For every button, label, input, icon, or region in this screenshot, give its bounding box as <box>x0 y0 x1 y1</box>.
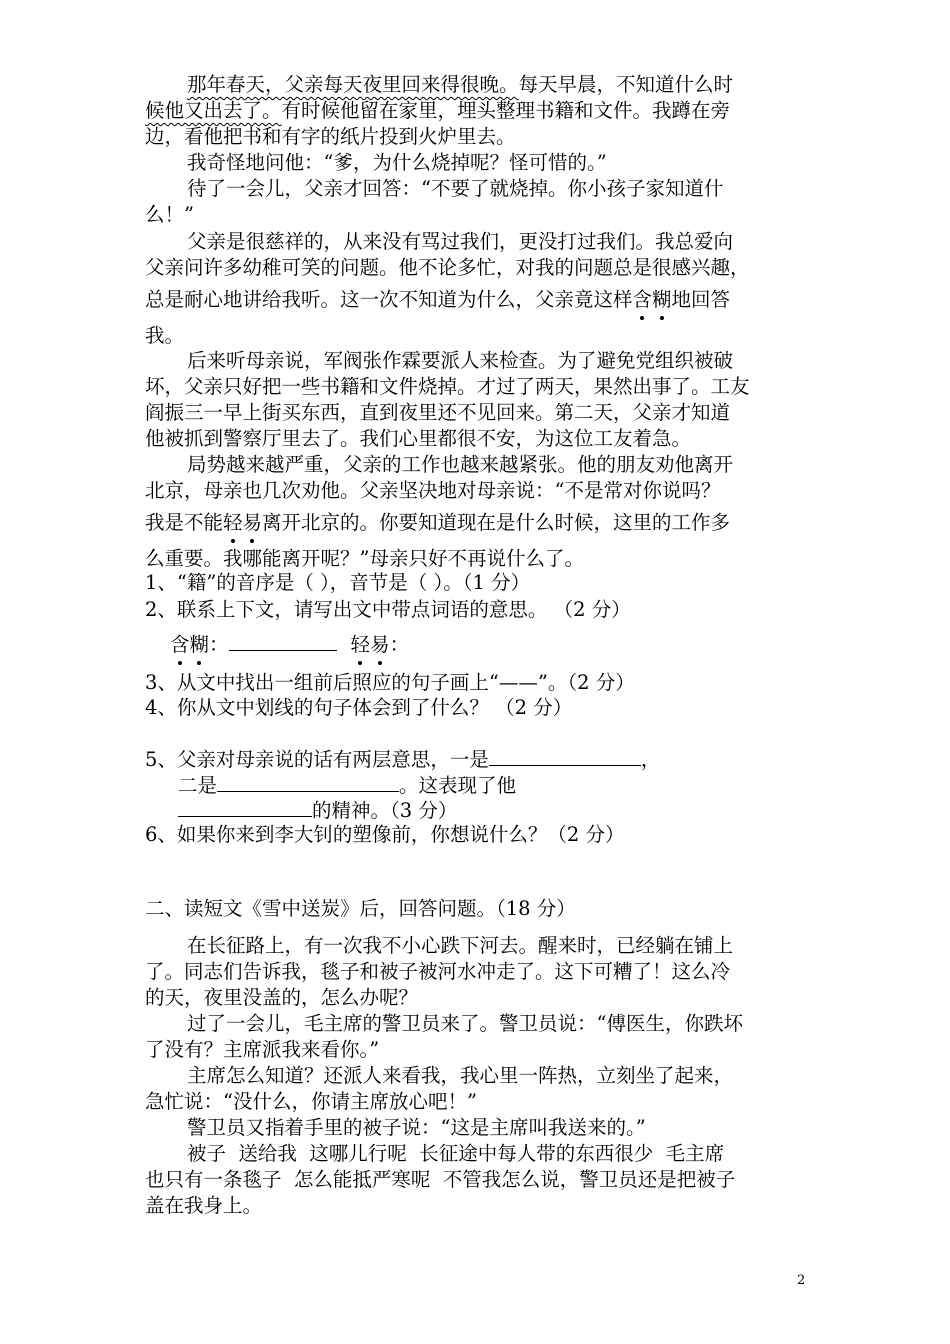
passage-line: 他被抓到警察厅里去了。我们心里都很不安，为这位工友着急。 <box>145 427 692 450</box>
dotted-char: 易 <box>370 633 390 656</box>
question-2-answers: 含糊： 轻易： <box>170 630 409 658</box>
passage-line: 那年春天，父亲每天夜里回来得很晚。每天早晨，不知道什么时 <box>187 73 734 96</box>
question-3: 3、从文中找出一组前后照应的句子画上“——”。（2 分） <box>145 671 635 694</box>
passage-line: 也只有一条毯子 怎么能抵严寒呢 不管我怎么说，警卫员还是把被子 <box>145 1168 736 1191</box>
passage-line: 阎振三一早上街买东西，直到夜里还不见回来。第二天，父亲才知道 <box>145 401 731 424</box>
passage-line: 我是不能轻易离开北京的。你要知道现在是什么时候，这里的工作多 <box>145 511 731 534</box>
passage-line: 边，看他把书和有字的纸片投到火炉里去。 <box>145 125 516 148</box>
passage-line: 我。 <box>145 324 185 347</box>
question-6: 6、如果你来到李大钊的塑像前，你想说什么？（2 分） <box>145 823 625 846</box>
dotted-char: 轻 <box>223 511 243 534</box>
passage-line: 么！” <box>145 203 194 226</box>
passage-line: 北京，母亲也几次劝他。父亲坚决地对母亲说：“不是常对你说吗？ <box>145 479 721 502</box>
passage-line: 了没有？主席派我来看你。” <box>145 1038 380 1061</box>
answer-blank[interactable] <box>178 796 312 817</box>
dotted-char: 轻 <box>350 633 371 656</box>
passage-line: 我奇怪地问他：“爹，为什么烧掉呢？怪可惜的。” <box>187 151 607 174</box>
passage-line: 在长征路上，有一次我不小心跌下河去。醒来时，已经躺在铺上 <box>187 934 734 957</box>
dotted-char: 含 <box>170 633 190 656</box>
answer-blank[interactable] <box>489 745 641 766</box>
dotted-char: 糊 <box>652 288 672 311</box>
answer-blank[interactable] <box>217 771 399 792</box>
passage-line: 父亲问许多幼稚可笑的问题。他不论多忙，对我的问题总是很感兴趣， <box>145 256 750 279</box>
question-5-line2: 二是 。这表现了他 <box>178 771 516 799</box>
passage-line: 后来听母亲说，军阀张作霖要派人来检查。为了避免党组织被破 <box>187 349 734 372</box>
page-number: 2 <box>797 1273 806 1288</box>
passage-line: 局势越来越严重，父亲的工作也越来越紧张。他的朋友劝他离开 <box>187 453 734 476</box>
dotted-char: 含 <box>632 288 653 311</box>
passage-line: 盖在我身上。 <box>145 1194 263 1217</box>
question-5-line3: 的精神。（3 分） <box>178 796 457 824</box>
passage-line: 待了一会儿，父亲才回答：“不要了就烧掉。你小孩子家知道什 <box>187 177 724 200</box>
dotted-char: 易 <box>242 511 263 534</box>
passage-line: 急忙说：“没什么，你请主席放心吧！” <box>145 1090 477 1113</box>
passage-line: 主席怎么知道？还派人来看我，我心里一阵热，立刻坐了起来， <box>187 1064 734 1087</box>
passage-line: 过了一会儿，毛主席的警卫员来了。警卫员说：“傅医生，你跌坏 <box>187 1012 743 1035</box>
section-heading: 二、读短文《雪中送炭》后，回答问题。（18 分） <box>145 897 576 920</box>
question-1: 1、“籍”的音序是（ ），音节是（ ）。（1 分） <box>145 571 531 594</box>
passage-line: 的天，夜里没盖的，怎么办呢？ <box>145 986 419 1009</box>
passage-line: 候他又出去了。有时候他留在家里，埋头整理书籍和文件。我蹲在旁 <box>145 99 731 122</box>
wavy-underlined-sentence: 那年春天，父亲每天夜里回来得很晚。 <box>187 73 519 96</box>
passage-line: 么重要。我哪能离开呢？”母亲只好不再说什么了。 <box>145 547 584 570</box>
passage-line: 被子 送给我 这哪儿行呢 长征途中每人带的东西很少 毛主席 <box>187 1142 725 1165</box>
question-2: 2、联系上下文，请写出文中带点词语的意思。 （2 分） <box>145 598 631 621</box>
passage-line: 总是耐心地讲给我听。这一次不知道为什么，父亲竟这样含糊地回答 <box>145 288 731 311</box>
wavy-underlined-sentence: 候他又出去了。 <box>145 99 282 122</box>
question-4: 4、你从文中划线的句子体会到了什么？ （2 分） <box>145 696 573 719</box>
passage-line: 警卫员又指着手里的被子说：“这是主席叫我送来的。” <box>187 1116 646 1139</box>
dotted-char: 糊 <box>189 633 210 656</box>
passage-line: 了。同志们告诉我，毯子和被子被河水冲走了。这下可糟了！这么冷 <box>145 960 731 983</box>
answer-blank[interactable] <box>229 630 337 651</box>
question-5: 5、父亲对母亲说的话有两层意思，一是 ， <box>145 745 660 773</box>
passage-line: 坏，父亲只好把一些书籍和文件烧掉。才过了两天，果然出事了。工友 <box>145 375 750 398</box>
passage-line: 父亲是很慈祥的，从来没有骂过我们，更没打过我们。我总爱向 <box>187 230 734 253</box>
